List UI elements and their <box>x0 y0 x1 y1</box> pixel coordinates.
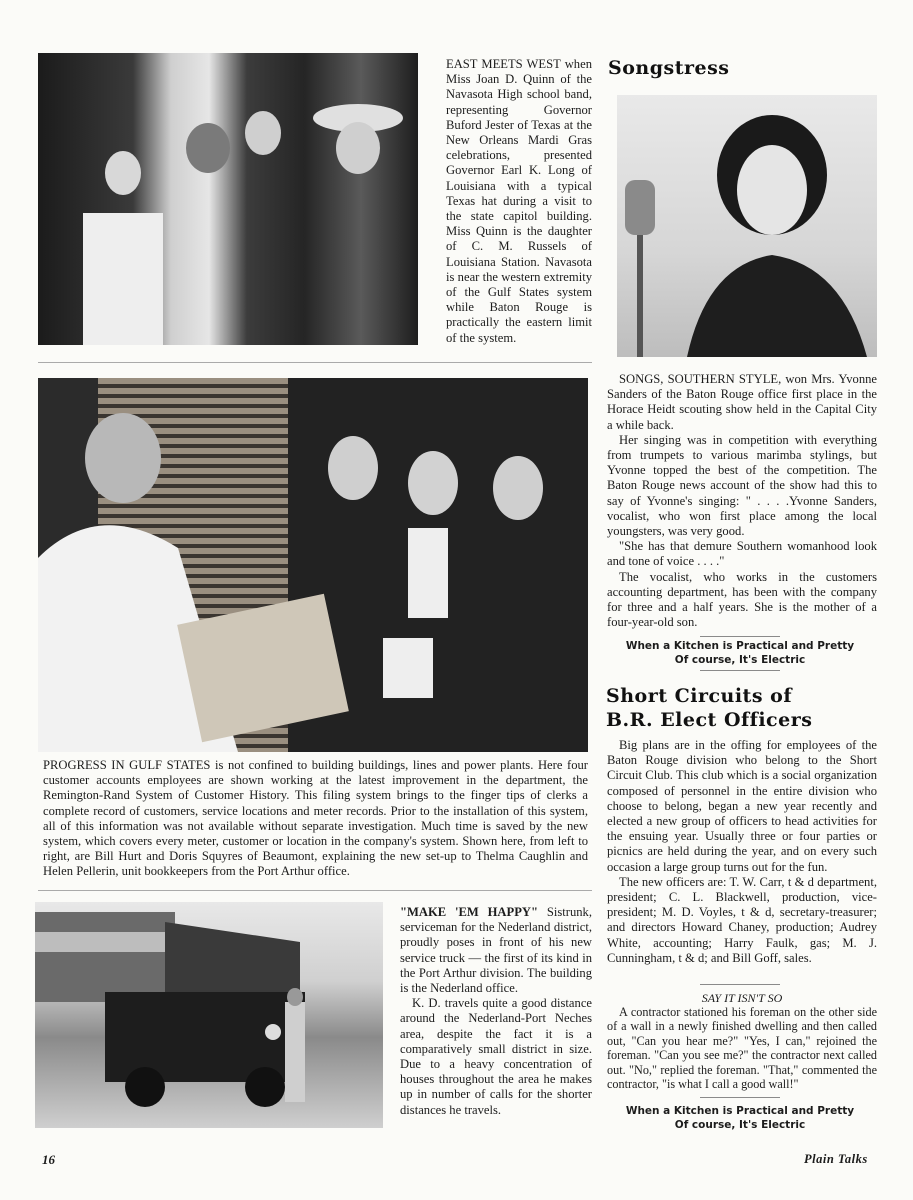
photo-service-truck <box>35 902 383 1128</box>
divider <box>700 636 780 637</box>
progress-caption: PROGRESS IN GULF STATES is not confined to building buildings, lines and power plants. Here four customer accounts employees are shown working at the latest improvement in the department, the Remington-Rand System of Customer History. This filing system brings to the finger tips of clerks a complete record of customers, service locations and meter records. Prior to the installation of this system, all of this information was not available without separate investigation. Much time is saved by the new system, which covers every meter, customer or location in the company's system. Shown here, from left to right, are Bill Hurt and Doris Squyres of Beaumont, explaining the new set-up to Thelma Caughlin and Helen Pellerin, unit bookkeepers from the Port Arthur office. <box>43 758 588 879</box>
page-number: 16 <box>42 1152 55 1167</box>
divider <box>700 984 780 985</box>
kitchen-slogan-bottom: When a Kitchen is Practical and Pretty Of course, It's Electric <box>625 1105 855 1131</box>
kitchen-slogan: When a Kitchen is Practical and Pretty Of course, It's Electric <box>625 640 855 666</box>
photo-figures <box>38 53 418 345</box>
short-circuits-article: Big plans are in the offing for employees of the Baton Rouge division who belong to the Short Circuit Club. This club which is a social organization composed of personnel in the entire division who choose to belong, began a new year recently and elected a new group of officers to head activities for the ensuing year. Usually three or four parties or picnics are held during the year, and on every such occasion a large group turns out for the fun. The new officers are: T. W. Carr, t & d department, president; C. L. Blackwell, production, vice-president; M. D. Voyles, t & d, secretary-treasurer; and directors Howard Chaney, production; Audrey White, accounting; Harry Faulk, gas; M. J. Cunningham, t & d; and Bill Goff, sales. <box>607 738 877 965</box>
photo-songstress <box>617 95 877 357</box>
short-circuits-heading: Short Circuits of B.R. Elect Officers <box>606 685 813 731</box>
section-divider <box>38 890 592 891</box>
publication-name: Plain Talks <box>804 1152 868 1166</box>
photo-singer-microphone <box>617 95 877 357</box>
section-divider <box>38 362 592 363</box>
east-meets-west-caption: EAST MEETS WEST when Miss Joan D. Quinn of the Navasota High school band, representing Governor Buford Jester of Texas at the New Orleans Mardi Gras celebrations, presented Governor Earl K. Long of Louisiana with a typical Texas hat during a visit to the state capitol building. Miss Quinn is the daughter of C. M. Russels of Louisiana Station. Navasota is near the western extremity of the Gulf States system while Baton Rouge is practically the eastern limit of the system. <box>446 57 592 345</box>
photo-truck-building <box>35 902 383 1128</box>
songstress-heading: Songstress <box>608 57 730 79</box>
say-it-isnt-so-article: A contractor stationed his foreman on the other side of a wall in a newly finished dwelling and then called out, "Can you hear me?" "Yes, I can," rejoined the foreman. "Can you see me?" the contractor next called out. "No," replied the foreman. "That," commented the contractor, "is what I call a good wall!" <box>607 1005 877 1092</box>
divider <box>700 670 780 671</box>
make-em-happy-article: "MAKE 'EM HAPPY" Sistrunk, serviceman for the Nederland district, proudly poses in front of his new service truck — the first of its kind in the Port Arthur division. The building is the Nederland office. K. D. travels quite a good distance around the Nederland-Port Neches area, despite the fact it is a comparatively small district in size. Due to a heavy concentration of houses throughout the area he makes up in number of calls for the shorter distances he travels. <box>400 905 592 1117</box>
photo-clerks <box>38 378 588 752</box>
say-it-isnt-so-heading: SAY IT ISN'T SO <box>701 991 783 1005</box>
songstress-article: SONGS, SOUTHERN STYLE, won Mrs. Yvonne Sanders of the Baton Rouge office first place in the Horace Heidt scouting show held in the Capital City a while back. Her singing was in competition with everything from trumpets to various marimba stylings, but Yvonne topped the best of the competition. The Baton Rouge news account of the show had this to say of Yvonne's singing: " . . . .Yvonne Sanders, vocalist, who won first place among the local youngsters, was very good. "She has that demure Southern womanhood look and tone of voice . . . ." The vocalist, who works in the customers accounting department, has been with the company for three and a half years. She is the mother of a four-year-old son. <box>607 372 877 630</box>
divider <box>700 1097 780 1098</box>
photo-governor-hat <box>38 53 418 345</box>
make-em-happy-lead: "MAKE 'EM HAPPY" <box>400 905 538 919</box>
photo-filing-system <box>38 378 588 752</box>
